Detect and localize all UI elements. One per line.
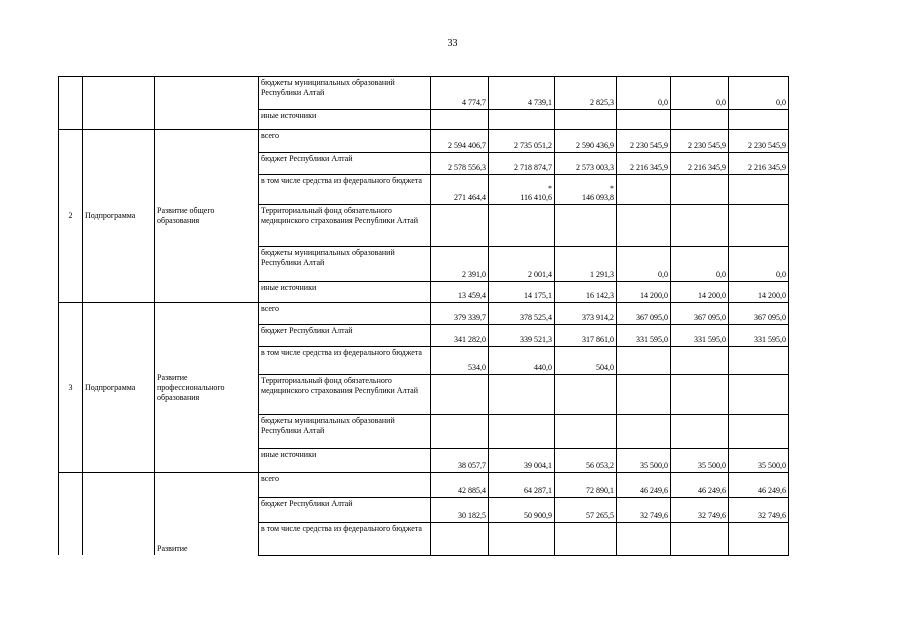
value-cell [489, 205, 555, 247]
value-cell [489, 449, 555, 473]
value-cell [555, 449, 617, 473]
value-cell [617, 449, 671, 473]
row-label: Территориальный фонд обязательного медицинского страхования Республики Алтай [259, 375, 431, 415]
value-cell [617, 347, 671, 375]
row-label: бюджет Республики Алтай [259, 153, 431, 175]
value-cell [431, 473, 489, 498]
value-cell [431, 175, 489, 205]
value-cell [617, 130, 671, 153]
value-cell [489, 110, 555, 130]
value-cell [555, 110, 617, 130]
value-text: 379 339,7 [454, 313, 486, 322]
value-cell [489, 473, 555, 498]
value-text: 39 004,1 [524, 461, 552, 470]
subprogram-type [83, 473, 155, 556]
value-text: 504,0 [596, 363, 614, 372]
value-cell [671, 175, 729, 205]
value-text: 0,0 [776, 270, 786, 279]
value-cell [431, 497, 489, 522]
value-text: 0,0 [716, 270, 726, 279]
value-text: 64 287,1 [524, 485, 552, 495]
value-text: 0,0 [776, 98, 786, 107]
type-cell-empty [83, 77, 155, 130]
value-text: 146 093,8 [582, 193, 614, 202]
value-text: 0,0 [658, 98, 668, 107]
value-cell [555, 130, 617, 153]
value-cell [555, 473, 617, 498]
value-cell [431, 347, 489, 375]
value-cell [729, 130, 789, 153]
value-cell [617, 497, 671, 522]
row-label: в том числе средства из федерального бюджета [259, 347, 431, 375]
value-cell [489, 522, 555, 555]
value-cell [729, 375, 789, 415]
value-cell [617, 522, 671, 555]
value-text: 35 500,0 [698, 461, 726, 470]
value-cell [671, 130, 729, 153]
value-text: 341 282,0 [454, 335, 486, 344]
value-cell [489, 375, 555, 415]
value-cell [431, 303, 489, 325]
value-cell [671, 375, 729, 415]
value-cell [431, 77, 489, 110]
row-label: в том числе средства из федерального бюджета [259, 522, 431, 555]
value-cell [431, 282, 489, 303]
value-cell [729, 110, 789, 130]
value-cell [729, 282, 789, 303]
value-cell [489, 325, 555, 347]
table-row [59, 77, 789, 110]
value-cell [555, 347, 617, 375]
row-number: 3 [59, 303, 83, 473]
page-number: 33 [447, 38, 458, 49]
value-cell [489, 282, 555, 303]
value-text: 13 459,4 [458, 291, 486, 300]
value-cell [431, 110, 489, 130]
num-cell-empty [59, 77, 83, 130]
value-text: 14 200,0 [640, 291, 668, 300]
value-cell [617, 175, 671, 205]
value-cell [671, 415, 729, 449]
value-text: 440,0 [534, 363, 552, 372]
value-cell [431, 522, 489, 555]
value-cell [555, 247, 617, 282]
value-text: 32 749,6 [758, 510, 786, 520]
row-number [59, 473, 83, 556]
value-cell [671, 522, 729, 555]
value-text: 367 095,0 [694, 313, 726, 322]
value-text: 16 142,3 [586, 291, 614, 300]
value-cell [489, 247, 555, 282]
value-text: 46 249,6 [758, 485, 786, 495]
value-cell [431, 325, 489, 347]
subprogram-name: Развитие профессионального образования [155, 303, 259, 473]
value-cell [729, 415, 789, 449]
subprogram-type: Подпрограмма [83, 130, 155, 303]
table-body [59, 77, 789, 556]
value-cell [671, 473, 729, 498]
value-text: 14 200,0 [698, 291, 726, 300]
value-text: 367 095,0 [754, 313, 786, 322]
row-label: Территориальный фонд обязательного медицинского страхования Республики Алтай [259, 205, 431, 247]
value-cell [617, 247, 671, 282]
value-cell [431, 375, 489, 415]
value-cell [671, 449, 729, 473]
subprogram-type: Подпрограмма [83, 303, 155, 473]
value-cell [671, 282, 729, 303]
value-text: 42 885,4 [458, 485, 486, 495]
value-cell [555, 522, 617, 555]
value-cell [489, 497, 555, 522]
table-row [59, 473, 789, 498]
value-cell [729, 449, 789, 473]
value-text: 4 774,7 [462, 98, 486, 107]
value-cell [555, 375, 617, 415]
value-cell [555, 497, 617, 522]
row-label: бюджеты муниципальных образований Республики Алтай [259, 247, 431, 282]
value-cell [617, 325, 671, 347]
value-text: 331 595,0 [694, 335, 726, 344]
value-cell [555, 415, 617, 449]
value-cell [431, 153, 489, 175]
footnote-mark: * [610, 184, 614, 193]
value-cell [671, 110, 729, 130]
row-label: бюджет Республики Алтай [259, 497, 431, 522]
value-text: 2 230 545,9 [748, 141, 786, 150]
row-label: всего [259, 473, 431, 498]
value-cell [489, 153, 555, 175]
footnote-mark: * [548, 184, 552, 193]
value-text: 2 578 556,3 [448, 163, 486, 172]
value-text: 534,0 [468, 363, 486, 372]
row-label: всего [259, 303, 431, 325]
value-cell [617, 282, 671, 303]
value-cell [431, 205, 489, 247]
value-text: 46 249,6 [698, 485, 726, 495]
subprogram-name-text: Развитие [157, 544, 188, 553]
value-cell [431, 449, 489, 473]
value-cell [489, 77, 555, 110]
value-cell [729, 347, 789, 375]
value-cell [729, 325, 789, 347]
row-label: бюджеты муниципальных образований Республики Алтай [259, 415, 431, 449]
value-cell [617, 375, 671, 415]
value-text: 0,0 [716, 98, 726, 107]
value-cell [489, 175, 555, 205]
value-text: 32 749,6 [698, 510, 726, 520]
value-cell [671, 325, 729, 347]
value-cell [555, 205, 617, 247]
value-cell [431, 130, 489, 153]
value-cell [617, 205, 671, 247]
name-cell-empty [155, 77, 259, 130]
value-text: 116 410,6 [520, 193, 552, 202]
value-text: 57 265,5 [586, 510, 614, 520]
value-cell [671, 303, 729, 325]
value-text: 38 057,7 [458, 461, 486, 470]
value-text: 317 861,0 [582, 335, 614, 344]
value-text: 367 095,0 [636, 313, 668, 322]
value-cell [555, 282, 617, 303]
value-cell [671, 497, 729, 522]
value-text: 2 230 545,9 [630, 141, 668, 150]
value-cell [729, 205, 789, 247]
value-text: 378 525,4 [520, 313, 552, 322]
value-text: 271 464,4 [454, 193, 486, 202]
value-cell [555, 77, 617, 110]
value-cell [729, 77, 789, 110]
value-text: 2 216 345,9 [748, 163, 786, 172]
value-cell [617, 303, 671, 325]
value-cell [729, 473, 789, 498]
value-cell [617, 415, 671, 449]
value-text: 2 825,3 [590, 98, 614, 107]
value-cell [729, 522, 789, 555]
value-cell [555, 325, 617, 347]
value-text: 2 001,4 [528, 270, 552, 279]
value-cell [729, 247, 789, 282]
row-number: 2 [59, 130, 83, 303]
value-text: 339 521,3 [520, 335, 552, 344]
value-cell [489, 130, 555, 153]
value-text: 1 291,3 [590, 270, 614, 279]
value-text: 56 053,2 [586, 461, 614, 470]
value-cell [617, 473, 671, 498]
value-text: 0,0 [658, 270, 668, 279]
value-cell [671, 347, 729, 375]
row-label: бюджеты муниципальных образований Республики Алтай [259, 77, 431, 110]
value-text: 50 900,9 [524, 510, 552, 520]
value-text: 30 182,5 [458, 510, 486, 520]
table-row [59, 303, 789, 325]
value-cell [729, 497, 789, 522]
value-cell [729, 153, 789, 175]
value-cell [617, 153, 671, 175]
row-label: всего [259, 130, 431, 153]
value-cell [671, 247, 729, 282]
subprogram-name: Развитие общего образования [155, 130, 259, 303]
value-cell [729, 303, 789, 325]
row-label: иные источники [259, 282, 431, 303]
value-text: 2 216 345,9 [630, 163, 668, 172]
value-cell [671, 77, 729, 110]
value-text: 2 590 436,9 [576, 141, 614, 150]
value-cell [729, 175, 789, 205]
row-label: иные источники [259, 449, 431, 473]
value-cell [489, 415, 555, 449]
value-cell [431, 247, 489, 282]
row-label: иные источники [259, 110, 431, 130]
value-cell [617, 77, 671, 110]
value-text: 331 595,0 [754, 335, 786, 344]
value-text: 2 594 406,7 [448, 141, 486, 150]
value-cell [617, 110, 671, 130]
budget-table [58, 76, 789, 556]
value-text: 4 739,1 [528, 98, 552, 107]
value-text: 14 200,0 [758, 291, 786, 300]
value-cell [555, 303, 617, 325]
value-text: 2 391,0 [462, 270, 486, 279]
value-text: 331 595,0 [636, 335, 668, 344]
value-cell [555, 153, 617, 175]
subprogram-name [155, 473, 259, 556]
value-cell [489, 303, 555, 325]
value-cell [555, 175, 617, 205]
value-text: 2 735 051,2 [514, 141, 552, 150]
value-text: 35 500,0 [758, 461, 786, 470]
value-text: 373 914,2 [582, 313, 614, 322]
value-text: 14 175,1 [524, 291, 552, 300]
table-row [59, 130, 789, 153]
value-text: 2 216 345,9 [688, 163, 726, 172]
value-text: 2 718 874,7 [514, 163, 552, 172]
row-label: в том числе средства из федерального бюджета [259, 175, 431, 205]
value-text: 32 749,6 [640, 510, 668, 520]
value-cell [431, 415, 489, 449]
value-text: 46 249,6 [640, 485, 668, 495]
value-text: 72 890,1 [586, 485, 614, 495]
value-text: 2 230 545,9 [688, 141, 726, 150]
value-cell [671, 205, 729, 247]
value-cell [489, 347, 555, 375]
row-label: бюджет Республики Алтай [259, 325, 431, 347]
value-cell [671, 153, 729, 175]
value-text: 35 500,0 [640, 461, 668, 470]
value-text: 2 573 003,3 [576, 163, 614, 172]
